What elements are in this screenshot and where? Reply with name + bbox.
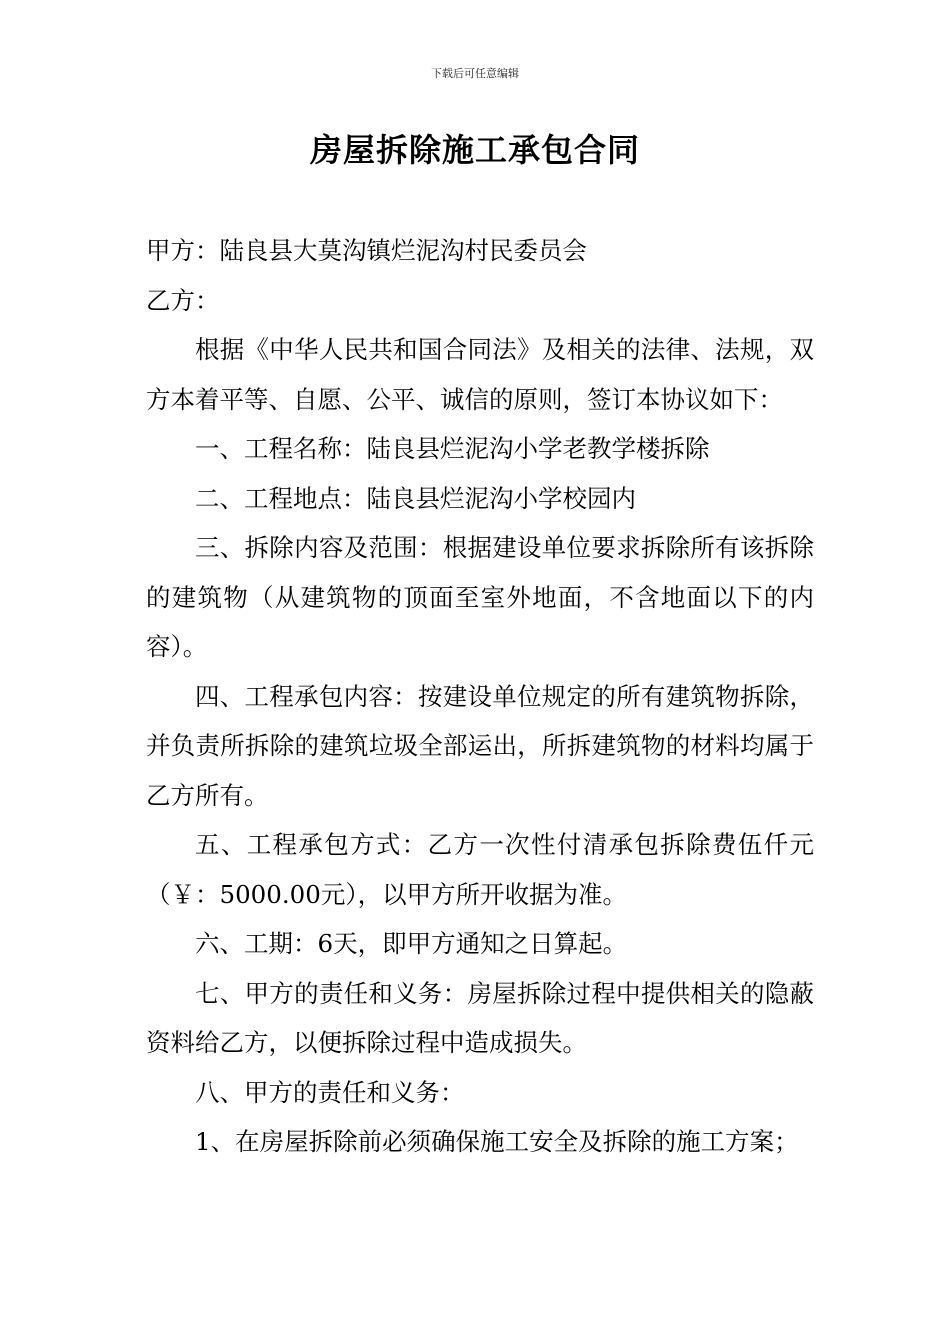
contract-title: 房屋拆除施工承包合同 (309, 131, 640, 169)
clause-3: 三、拆除内容及范围：根据建设单位要求拆除所有该拆除的建筑物（从建筑物的顶面至室外地面，不含地面以下的内容）。 (146, 533, 814, 661)
clause-8: 八、甲方的责任和义务： (195, 1077, 465, 1107)
clause-4: 四、工程承包内容：按建设单位规定的所有建筑物拆除，并负责所拆除的建筑垃圾全部运出，所拆建筑物的材料均属于乙方所有。 (146, 681, 814, 810)
clause-2: 二、工程地点：陆良县烂泥沟小学校园内 (195, 483, 636, 513)
party-a-line: 甲方：陆良县大莫沟镇烂泥沟村民委员会 (146, 236, 587, 265)
header-note: 下载后可任意编辑 (431, 67, 519, 80)
preamble-paragraph: 根据《中华人民共和国合同法》及相关的法律、法规，双方本着平等、自愿、公平、诚信的原则，签订本协议如下： (146, 335, 814, 414)
clause-1: 一、工程名称：陆良县烂泥沟小学老教学楼拆除 (195, 434, 710, 463)
clause-5: 五、工程承包方式：乙方一次性付清承包拆除费伍仟元（￥：5000.00元），以甲方所开收据为准。 (146, 830, 814, 909)
clause-8-item-1: 1、在房屋拆除前必须确保施工安全及拆除的施工方案； (195, 1127, 799, 1156)
clause-6: 六、工期：6天，即甲方通知之日算起。 (195, 929, 628, 958)
contract-body (146, 226, 814, 1167)
party-b-line: 乙方： (146, 285, 220, 315)
clause-7: 七、甲方的责任和义务：房屋拆除过程中提供相关的隐蔽资料给乙方，以便拆除过程中造成损失。 (146, 978, 814, 1057)
